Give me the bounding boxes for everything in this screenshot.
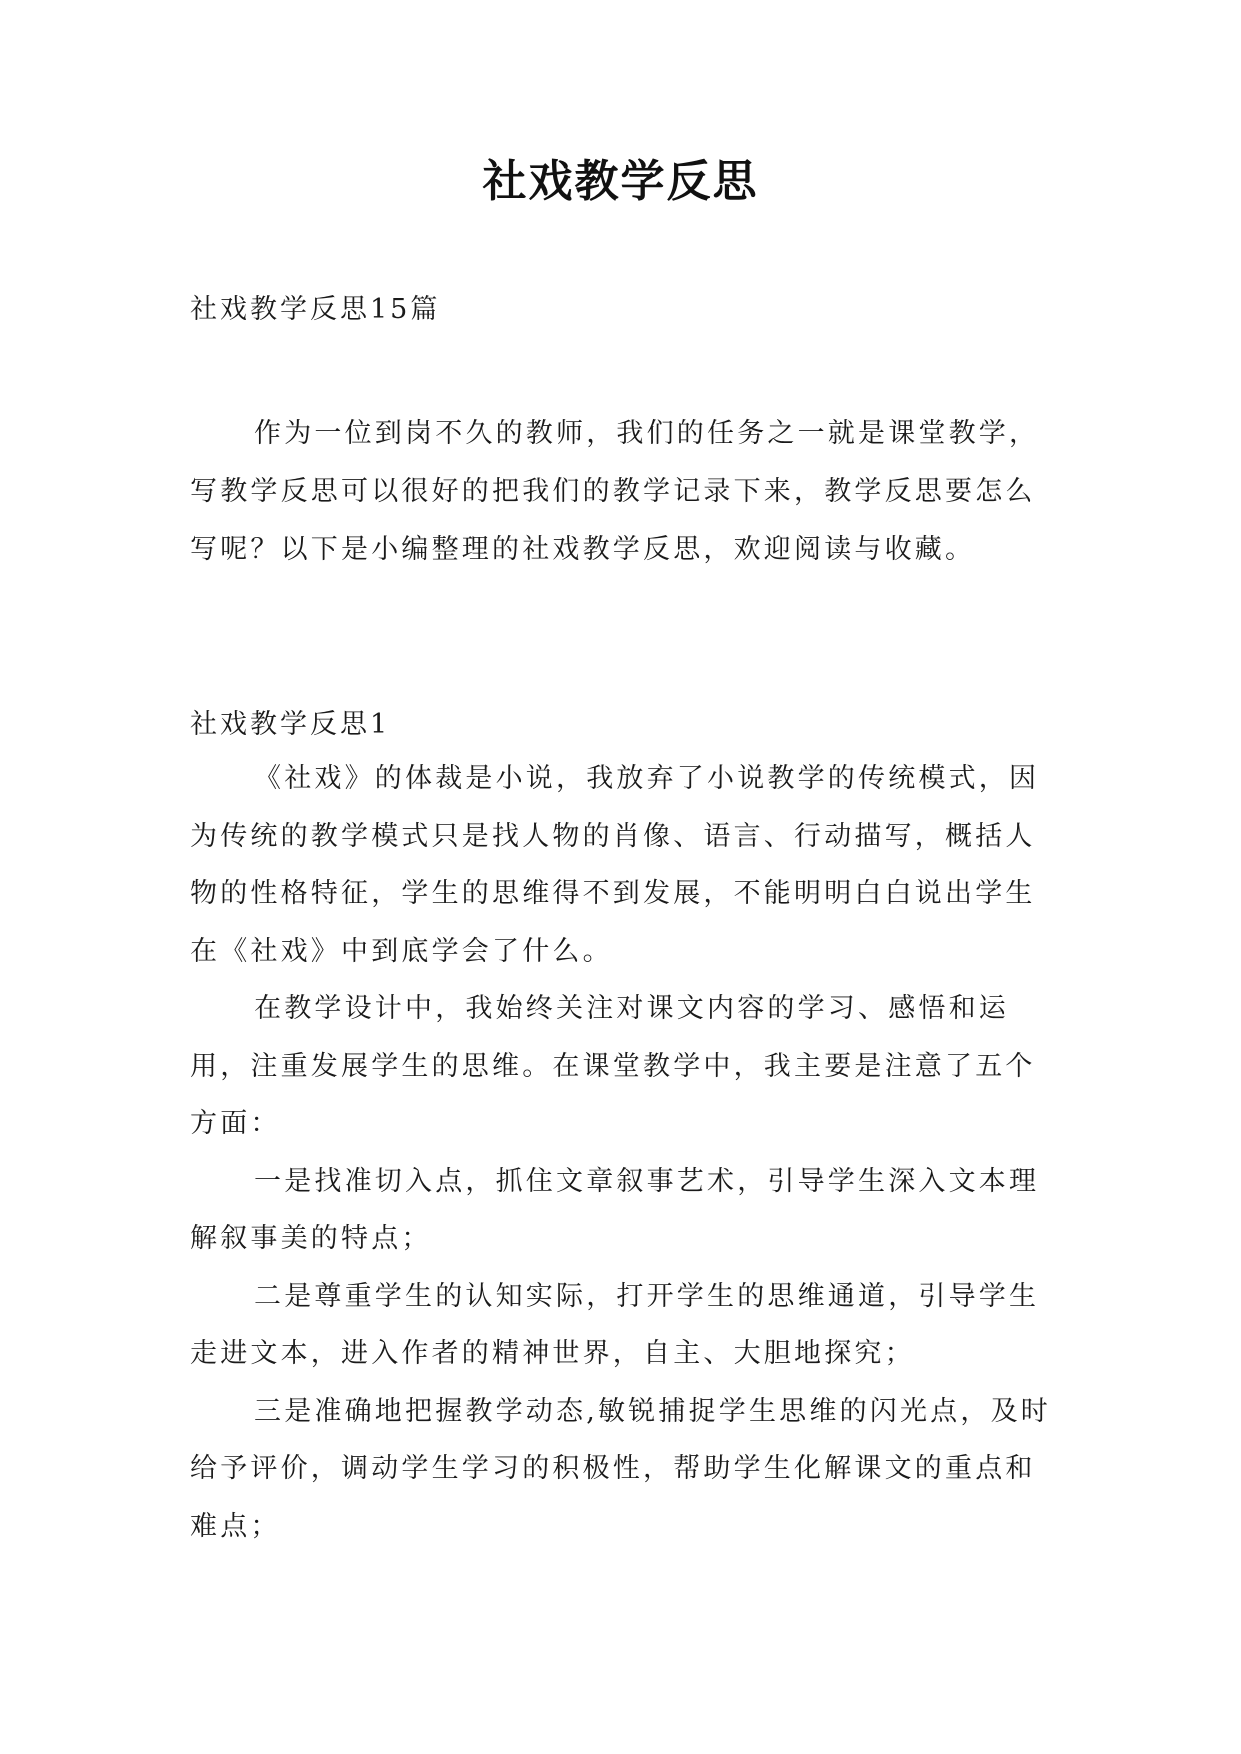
- paragraph: 在教学设计中，我始终关注对课文内容的学习、感悟和运用，注重发展学生的思维。在课堂教学中，我主要是注意了五个方面：: [190, 993, 1036, 1139]
- paragraph: 一是找准切入点，抓住文章叙事艺术，引导学生深入文本理解叙事美的特点；: [190, 1165, 1040, 1254]
- section-heading: 社戏教学反思1: [190, 709, 391, 740]
- paragraph: 三是准确地把握教学动态,敏锐捕捉学生思维的闪光点，及时给予评价，调动学生学习的积极性，帮助学生化解课文的重点和难点；: [190, 1395, 1051, 1542]
- document-subtitle: 社戏教学反思15篇: [190, 294, 441, 325]
- paragraph: 二是尊重学生的认知实际，打开学生的思维通道，引导学生走进文本，进入作者的精神世界，自主、大胆地探究；: [190, 1280, 1040, 1369]
- document-title: 社戏教学反思: [482, 156, 759, 207]
- paragraph: 《社戏》的体裁是小说，我放弃了小说教学的传统模式，因为传统的教学模式只是找人物的肖像、语言、行动描写，概括人物的性格特征，学生的思维得不到发展，不能明明白白说出学生在《社戏》中到底学会了什么。: [190, 763, 1040, 967]
- section-body: [190, 750, 1055, 1555]
- intro-paragraph: 作为一位到岗不久的教师，我们的任务之一就是课堂教学，写教学反思可以很好的把我们的教学记录下来，教学反思要怎么写呢？以下是小编整理的社戏教学反思，欢迎阅读与收藏。: [190, 418, 1040, 565]
